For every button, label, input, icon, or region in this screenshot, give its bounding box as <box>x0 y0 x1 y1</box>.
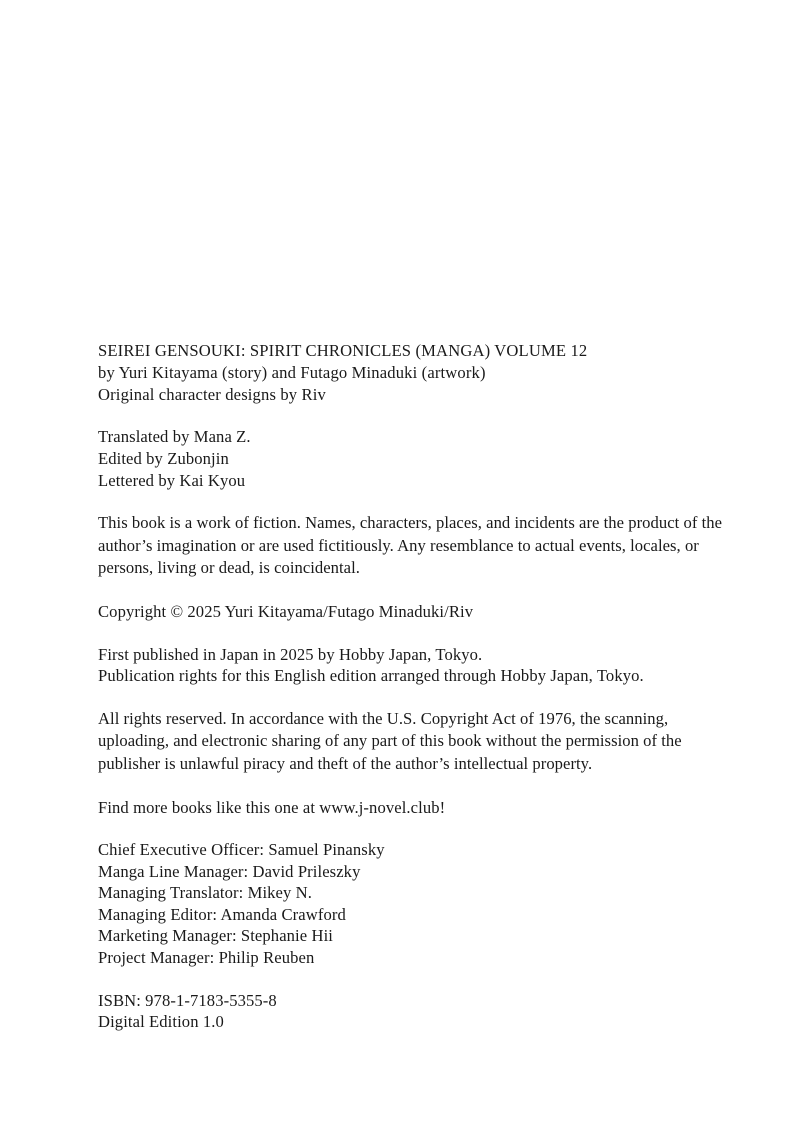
copyright-block <box>98 601 738 623</box>
copyright-text: Copyright © 2025 Yuri Kitayama/Futago Minaduki/Riv <box>98 601 474 621</box>
edition-block <box>98 990 738 1033</box>
character-designer: Original character designs by Riv <box>98 384 326 404</box>
staff-managing-editor: Managing Editor: Amanda Crawford <box>98 904 346 924</box>
staff-project-manager: Project Manager: Philip Reuben <box>98 948 315 968</box>
credits-block <box>98 426 738 491</box>
editor-credit: Edited by Zubonjin <box>98 448 229 468</box>
staff-block <box>98 839 738 969</box>
staff-manga-line-manager: Manga Line Manager: David Prileszky <box>98 861 361 881</box>
colophon <box>98 340 738 1033</box>
translator-credit: Translated by Mana Z. <box>98 427 251 447</box>
staff-ceo: Chief Executive Officer: Samuel Pinansky <box>98 840 385 860</box>
staff-managing-translator: Managing Translator: Mikey N. <box>98 883 312 903</box>
rights-notice-block <box>98 708 738 776</box>
fiction-disclaimer <box>98 512 738 580</box>
isbn-text: ISBN: 978-1-7183-5355-8 <box>98 990 277 1010</box>
book-authors: by Yuri Kitayama (story) and Futago Minaduki (artwork) <box>98 362 486 382</box>
title-block <box>98 340 738 405</box>
fiction-disclaimer-text: This book is a work of fiction. Names, characters, places, and incidents are the product of the author’s imagination or are used fictitiously. Any resemblance to actual events, locales, or persons, living or dead, is coincidental. <box>98 513 723 578</box>
book-title: SEIREI GENSOUKI: SPIRIT CHRONICLES (MANGA) VOLUME 12 <box>98 341 588 360</box>
find-more-text: Find more books like this one at www.j-novel.club! <box>98 797 446 817</box>
publication-rights-text: Publication rights for this English edition arranged through Hobby Japan, Tokyo. <box>98 666 644 686</box>
staff-marketing-manager: Marketing Manager: Stephanie Hii <box>98 926 333 946</box>
publication-block <box>98 644 738 687</box>
find-more-block <box>98 797 738 819</box>
first-published-text: First published in Japan in 2025 by Hobby Japan, Tokyo. <box>98 644 483 664</box>
digital-edition-text: Digital Edition 1.0 <box>98 1012 224 1032</box>
rights-notice-text: All rights reserved. In accordance with the U.S. Copyright Act of 1976, the scanning, uploading, and electronic sharing of any part of this book without the permission of the publisher is unlawful piracy and theft of the author’s intellectual property. <box>98 708 682 773</box>
letterer-credit: Lettered by Kai Kyou <box>98 470 246 490</box>
